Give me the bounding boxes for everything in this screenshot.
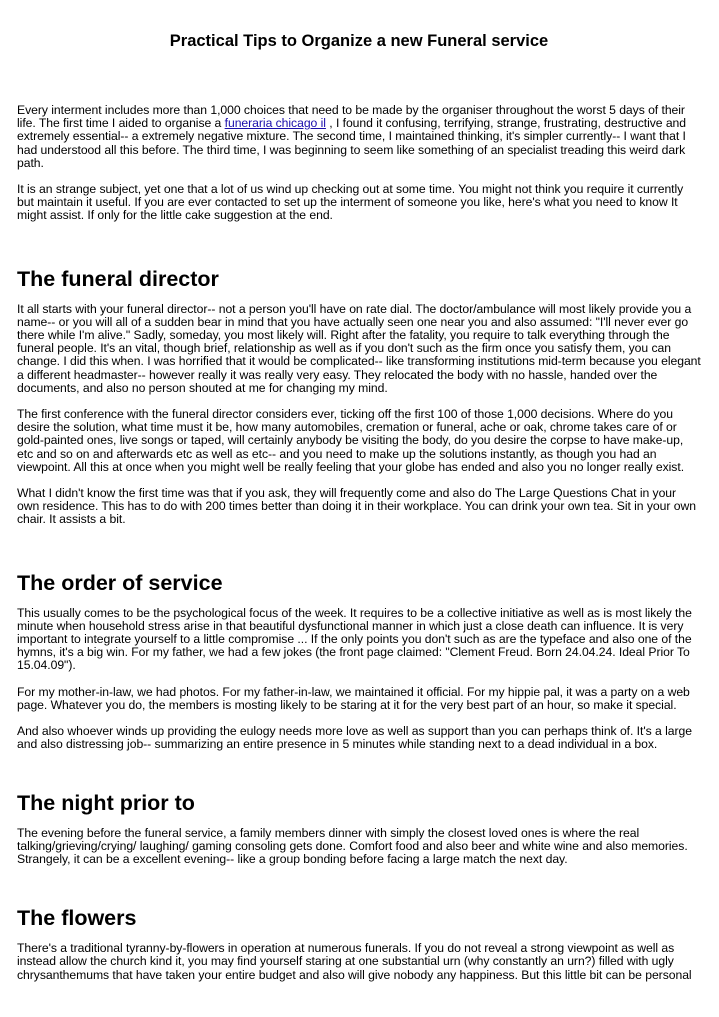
intro-paragraph-1 [17,104,701,170]
intro-paragraph-2: It is an strange subject, yet one that a lot of us wind up checking out at some time. You might not think you require it currently but maintain it useful. If you are ever contacted to set up the interment of someone you like, here's what you need to know It might assist. If only for the little cake suggestion at the end. [17,182,684,223]
order-paragraph-1: This usually comes to be the psychological focus of the week. It requires to be a collective initiative as well as is most likely the minute when household stress arise in that beautiful dysfunctional manner in which just a close death can influence. It is very important to integrate yourself to a little compromise ... If the only points you don't such as are the typeface and also one of the hymns, it's a big win. For my father, we had a few jokes (the front page claimed: "Clement Freud. Born 24.04.24. Ideal Prior To 15.04.09"). [17,605,692,673]
heading-flowers: The flowers [17,906,137,931]
funeraria-chicago-link[interactable]: funeraria chicago il [224,116,326,131]
night-paragraph-1: The evening before the funeral service, a family members dinner with simply the closest loved ones is where the real talking/grieving/crying/ laughing/ gaming consoling gets done. Comfort food and also beer and white wine and also memories. Strangely, it can be a excellent evening-- like a group bonding before facing a large match the next day. [17,825,688,866]
heading-night-prior: The night prior to [17,790,195,815]
flowers-paragraph-1: There's a traditional tyranny-by-flowers in operation at numerous funerals. If you do not reveal a strong viewpoint as well as instead allow the church kind it, you may find yourself staring at one substantial urn (why constantly an urn?) filled with ugly chrysanthemums that have taken your entire budget and also will give nobody any happiness. But this little bit can be personal [17,941,692,982]
heading-funeral-director: The funeral director [17,266,219,291]
intro-text-after-link: , I found it confusing, terrifying, strange, frustrating, destructive and extremely essential-- a extremely negative mixture. The second time, I maintained thinking, it's simpler currently-- I want that I had understood all this before. The third time, I was beginning to seem like something of an specialist treading this weird dark path. [17,116,687,170]
director-paragraph-2: The first conference with the funeral director considers ever, ticking off the first 100 of those 1,000 decisions. Where do you desire the solution, what time must it be, how many automobiles, cremation or funeral, ache or oak, chrome takes care of or gold-painted ones, live songs or taped, will certainly anybody be visiting the body, do you desire the corpse to have make-up, etc and so on and afterwards etc as well as etc-- and you need to make up the solutions instantly, as though you had an viewpoint. All this at once when you might well be really feeling that your globe has ended and also you no longer really exist. [17,407,685,474]
director-paragraph-3: What I didn't know the first time was that if you ask, they will frequently come and also do The Large Questions Chat in your own residence. This has to do with 200 times better than doing it in their workplace. You can drink your own tea. Sit in your own chair. It assists a bit. [17,486,696,527]
heading-order-of-service: The order of service [17,570,223,595]
order-paragraph-2: For my mother-in-law, we had photos. For my father-in-law, we maintained it official. For my hippie pal, it was a party on a web page. Whatever you do, the members is mosting likely to be staring at it for the very best part of an hour, so make it special. [17,684,690,712]
order-paragraph-3: And also whoever winds up providing the eulogy needs more love as well as support than you can perhaps think of. It's a large and also distressing job-- summarizing an entire presence in 5 minutes while standing next to a dead individual in a box. [17,724,692,752]
director-paragraph-1: It all starts with your funeral director-- not a person you'll have on rate dial. The doctor/ambulance will most likely provide you a name-- or you will all of a sudden bear in mind that you have actually seen one near you and also assumed: "I'll never ever go there while I'm alive." Sadly, someday, you most likely will. Right after the fatality, you require to talk everything through the funeral people. It's an vital, though brief, relationship as well as if you don't such as the firm once you satisfy them, you can change. I did this when. I was horrified that it would be complicated-- like transforming institutions mid-term because you elegant a different headmaster-- however really it was really very easy. They relocated the body with no hassle, handed over the documents, and also no person shouted at me for changing my mind. [17,301,701,395]
intro-text-before-link: Every interment includes more than 1,000 choices that need to be made by the organiser throughout the worst 5 days of their life. The first time I aided to organise a [17,103,685,131]
page-title: Practical Tips to Organize a new Funeral service [169,32,549,50]
